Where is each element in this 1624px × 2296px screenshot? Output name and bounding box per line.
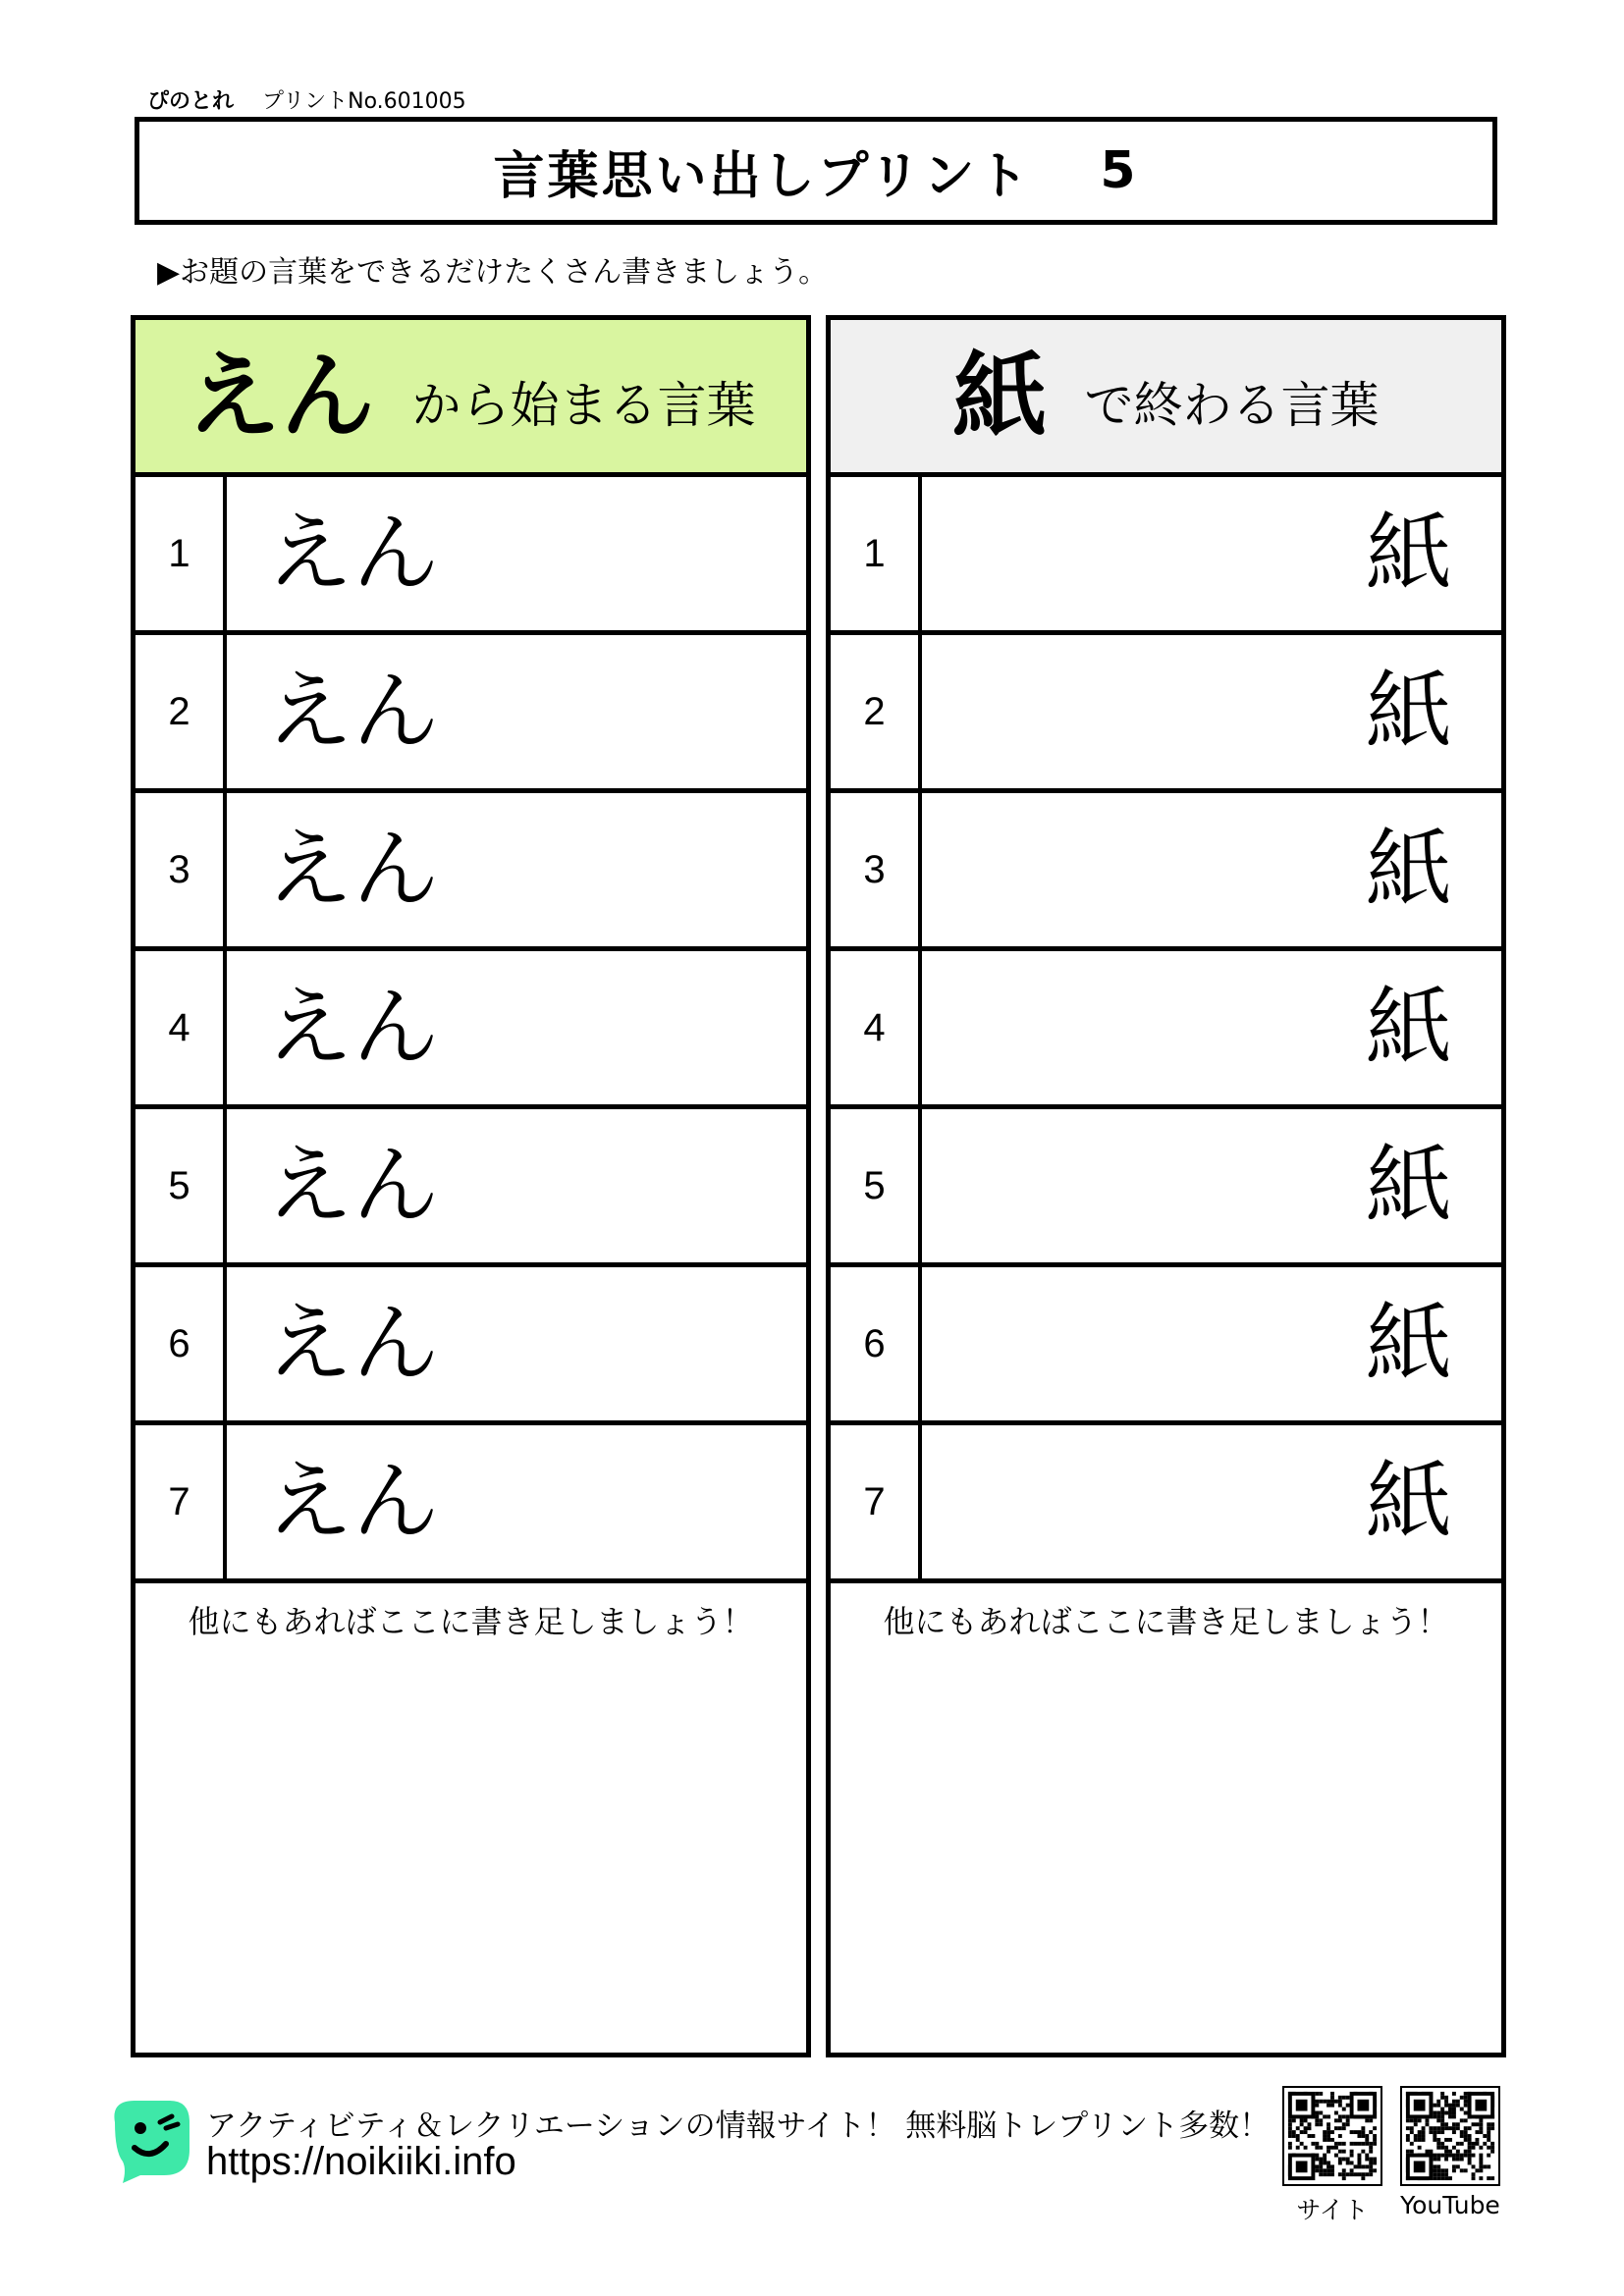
right-answer-row (831, 1109, 1501, 1267)
left-row-number: 2 (135, 635, 227, 788)
left-row-number: 3 (135, 793, 227, 946)
left-answer-field[interactable]: えん (266, 1293, 440, 1394)
right-row-number: 6 (831, 1267, 922, 1420)
footer-url[interactable]: https://noikiiki.info (206, 2140, 516, 2183)
right-answer-field[interactable]: 紙 (1365, 1451, 1452, 1552)
right-answer-row (831, 1267, 1501, 1425)
right-answer-row (831, 1425, 1501, 1583)
left-answer-row (135, 477, 806, 635)
right-word-panel (826, 315, 1506, 2057)
page-title-box (135, 117, 1497, 225)
left-answer-row (135, 1109, 806, 1267)
print-header-meta (147, 84, 466, 115)
instruction-text: ▶お題の言葉をできるだけたくさん書きましょう。 (157, 255, 829, 290)
left-prompt-rule: から始まる言葉 (411, 376, 756, 434)
right-answer-field[interactable]: 紙 (1365, 503, 1452, 604)
right-answer-field[interactable]: 紙 (1365, 819, 1452, 920)
left-answer-row (135, 1267, 806, 1425)
right-prompt-word: 紙 (952, 341, 1048, 452)
brand-name: ぴのとれ (147, 89, 235, 114)
right-answer-field[interactable]: 紙 (1365, 1293, 1452, 1394)
left-answer-field[interactable]: えん (266, 661, 440, 762)
left-answer-row (135, 635, 806, 793)
right-row-number: 1 (831, 477, 922, 630)
right-row-number: 7 (831, 1425, 922, 1578)
left-row-number: 5 (135, 1109, 227, 1262)
left-answer-row (135, 951, 806, 1109)
right-row-number: 4 (831, 951, 922, 1104)
right-answer-rows (831, 477, 1501, 1583)
right-prompt-rule: で終わる言葉 (1084, 376, 1380, 434)
right-answer-field[interactable]: 紙 (1365, 661, 1452, 762)
left-word-panel (131, 315, 811, 2057)
right-row-number: 3 (831, 793, 922, 946)
right-extra-label: 他にもあればここに書き足しましょう！ (883, 1603, 1449, 1640)
left-answer-row (135, 1425, 806, 1583)
right-answer-row (831, 951, 1501, 1109)
youtube-qr-code-icon[interactable] (1400, 2086, 1500, 2186)
page-title-number: 5 (1100, 141, 1139, 200)
left-answer-rows (135, 477, 806, 1583)
right-answer-field[interactable]: 紙 (1365, 977, 1452, 1078)
left-panel-header (135, 320, 806, 477)
noikiiki-logo-icon (101, 2093, 195, 2187)
left-row-number: 7 (135, 1425, 227, 1578)
print-number: プリントNo.601005 (262, 89, 466, 114)
footer-tagline: アクティビティ＆レクリエーションの情報サイト！ 無料脳トレプリント多数！ (206, 2109, 1271, 2144)
page-title: 言葉思い出しプリント (493, 146, 1032, 206)
left-answer-field[interactable]: えん (266, 503, 440, 604)
left-answer-field[interactable]: えん (266, 1451, 440, 1552)
left-row-number: 1 (135, 477, 227, 630)
right-answer-row (831, 793, 1501, 951)
left-answer-field[interactable]: えん (266, 977, 440, 1078)
right-answer-row (831, 635, 1501, 793)
right-row-number: 2 (831, 635, 922, 788)
right-row-number: 5 (831, 1109, 922, 1262)
left-row-number: 6 (135, 1267, 227, 1420)
left-row-number: 4 (135, 951, 227, 1104)
right-answer-row (831, 477, 1501, 635)
left-answer-field[interactable]: えん (266, 1135, 440, 1236)
right-panel-header (831, 320, 1501, 477)
left-extra-label: 他にもあればここに書き足しましょう！ (188, 1603, 754, 1640)
qr-site-label: サイト (1296, 2196, 1369, 2224)
right-answer-field[interactable]: 紙 (1365, 1135, 1452, 1236)
left-answer-field[interactable]: えん (266, 819, 440, 920)
qr-youtube-label: YouTube (1400, 2191, 1500, 2219)
left-prompt-word: えん (186, 341, 375, 452)
site-qr-code-icon[interactable] (1282, 2086, 1382, 2186)
left-answer-row (135, 793, 806, 951)
